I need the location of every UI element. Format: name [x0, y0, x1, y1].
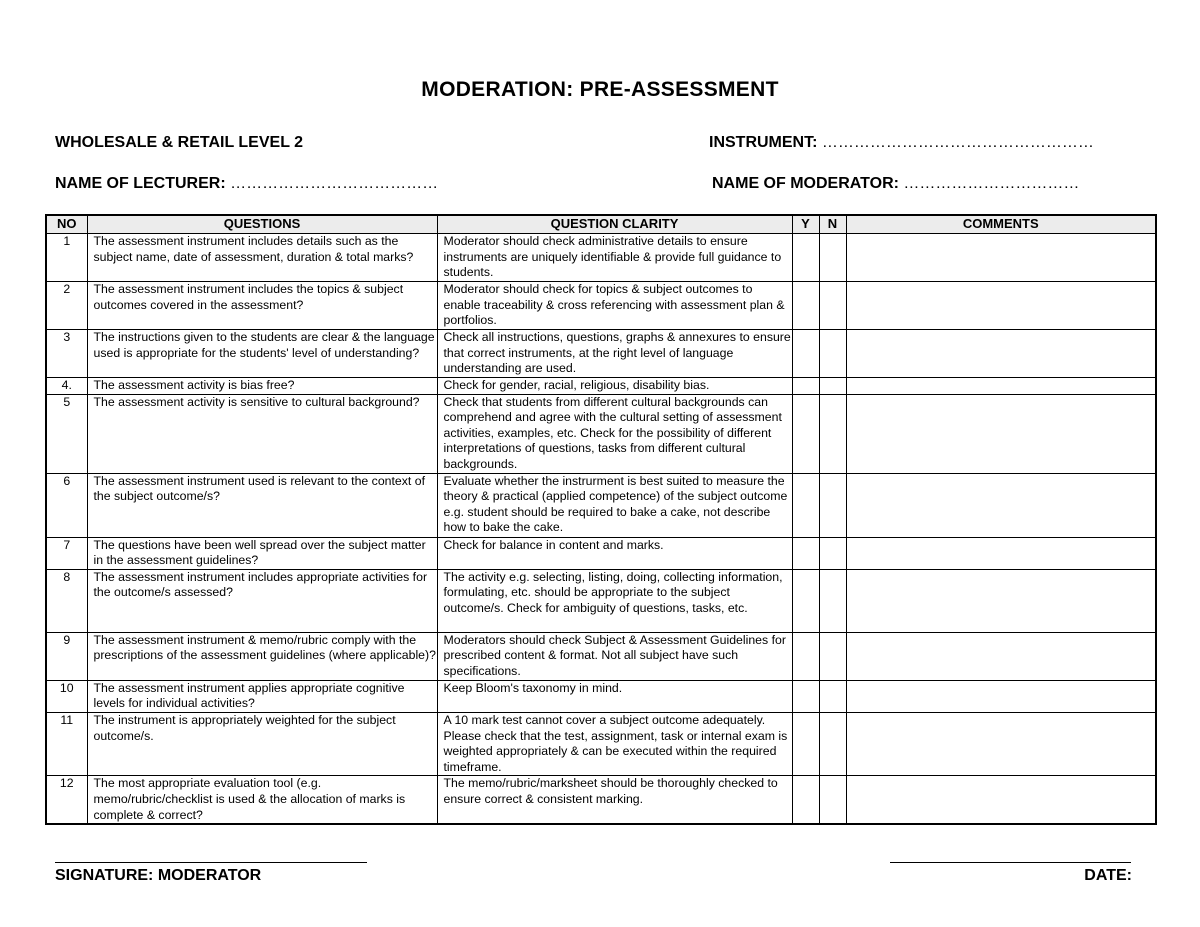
clarity-cell: The activity e.g. selecting, listing, doing, collecting information, formulating, etc. should be appropriate to the subject outcome/s. Check for ambiguity of questions, tasks, etc. — [437, 569, 792, 632]
comments-cell[interactable] — [846, 632, 1156, 680]
clarity-cell: A 10 mark test cannot cover a subject outcome adequately. Please check that the test, assignment, task or internal exam is weighted appropriately & can be executed within the required timeframe. — [437, 712, 792, 775]
no-checkbox-cell[interactable] — [819, 776, 846, 824]
comments-cell[interactable] — [846, 569, 1156, 632]
no-checkbox-cell[interactable] — [819, 234, 846, 282]
col-header-question-clarity: QUESTION CLARITY — [437, 215, 792, 234]
yes-checkbox-cell[interactable] — [792, 394, 819, 473]
comments-cell[interactable] — [846, 234, 1156, 282]
table-header-row — [46, 215, 1156, 234]
comments-cell[interactable] — [846, 282, 1156, 330]
yes-checkbox-cell[interactable] — [792, 712, 819, 775]
question-cell: The assessment instrument includes the topics & subject outcomes covered in the assessment? — [87, 282, 437, 330]
clarity-cell: The memo/rubric/marksheet should be thoroughly checked to ensure correct & consistent marking. — [437, 776, 792, 824]
question-cell: The assessment activity is bias free? — [87, 378, 437, 395]
signature-line — [55, 862, 367, 863]
table-row — [46, 569, 1156, 632]
lecturer-blank: ………………………………… — [230, 175, 439, 192]
instrument-blank: …………………………………………… — [821, 134, 1094, 151]
lecturer-field — [55, 175, 438, 193]
clarity-cell: Moderator should check for topics & subject outcomes to enable traceability & cross referencing with assessment plan & portfolios. — [437, 282, 792, 330]
moderation-checklist-table — [45, 214, 1157, 825]
subject-label: WHOLESALE & RETAIL LEVEL 2 — [55, 134, 304, 151]
table-row — [46, 712, 1156, 775]
col-header-comments: COMMENTS — [846, 215, 1156, 234]
instrument-label: INSTRUMENT: — [709, 134, 818, 151]
question-cell: The most appropriate evaluation tool (e.g. memo/rubric/checklist is used & the allocation of marks is complete & correct? — [87, 776, 437, 824]
yes-checkbox-cell[interactable] — [792, 473, 819, 537]
yes-checkbox-cell[interactable] — [792, 569, 819, 632]
yes-checkbox-cell[interactable] — [792, 282, 819, 330]
table-row — [46, 282, 1156, 330]
question-cell: The assessment instrument & memo/rubric comply with the prescriptions of the assessment guidelines (where applicable)? — [87, 632, 437, 680]
clarity-cell: Check all instructions, questions, graphs & annexures to ensure that correct instruments, at the right level of language understanding are used. — [437, 330, 792, 378]
comments-cell[interactable] — [846, 712, 1156, 775]
no-checkbox-cell[interactable] — [819, 712, 846, 775]
question-cell: The instrument is appropriately weighted for the subject outcome/s. — [87, 712, 437, 775]
lecturer-label: NAME OF LECTURER: — [55, 175, 226, 192]
no-checkbox-cell[interactable] — [819, 680, 846, 712]
no-checkbox-cell[interactable] — [819, 632, 846, 680]
no-checkbox-cell[interactable] — [819, 537, 846, 569]
comments-cell[interactable] — [846, 680, 1156, 712]
col-header-questions: QUESTIONS — [87, 215, 437, 234]
row-number: 3 — [46, 330, 87, 378]
table-row — [46, 537, 1156, 569]
no-checkbox-cell[interactable] — [819, 378, 846, 395]
question-cell: The instructions given to the students are clear & the language used is appropriate for the students' level of understanding? — [87, 330, 437, 378]
comments-cell[interactable] — [846, 473, 1156, 537]
table-row — [46, 330, 1156, 378]
clarity-cell: Check that students from different cultural backgrounds can comprehend and agree with the cultural setting of assessment activities, examples, etc. Check for the possibility of different interpretations of questions, tasks from different cultural backgrounds. — [437, 394, 792, 473]
row-number: 10 — [46, 680, 87, 712]
row-number: 1 — [46, 234, 87, 282]
row-number: 7 — [46, 537, 87, 569]
date-line — [890, 862, 1131, 863]
yes-checkbox-cell[interactable] — [792, 537, 819, 569]
clarity-cell: Check for gender, racial, religious, disability bias. — [437, 378, 792, 395]
question-cell: The assessment instrument used is relevant to the context of the subject outcome/s? — [87, 473, 437, 537]
table-row — [46, 632, 1156, 680]
yes-checkbox-cell[interactable] — [792, 680, 819, 712]
row-number: 2 — [46, 282, 87, 330]
row-number: 11 — [46, 712, 87, 775]
no-checkbox-cell[interactable] — [819, 394, 846, 473]
row-number: 5 — [46, 394, 87, 473]
no-checkbox-cell[interactable] — [819, 282, 846, 330]
yes-checkbox-cell[interactable] — [792, 330, 819, 378]
comments-cell[interactable] — [846, 537, 1156, 569]
no-checkbox-cell[interactable] — [819, 473, 846, 537]
table-row — [46, 234, 1156, 282]
row-number: 12 — [46, 776, 87, 824]
table-row — [46, 378, 1156, 395]
yes-checkbox-cell[interactable] — [792, 234, 819, 282]
yes-checkbox-cell[interactable] — [792, 378, 819, 395]
question-cell: The assessment instrument applies appropriate cognitive levels for individual activities? — [87, 680, 437, 712]
moderator-field — [712, 175, 1079, 193]
date-label: DATE: — [1084, 867, 1132, 884]
page-title: MODERATION: PRE-ASSESSMENT — [421, 78, 779, 101]
col-header-yes: Y — [792, 215, 819, 234]
row-number: 6 — [46, 473, 87, 537]
question-cell: The assessment instrument includes details such as the subject name, date of assessment, duration & total marks? — [87, 234, 437, 282]
yes-checkbox-cell[interactable] — [792, 776, 819, 824]
comments-cell[interactable] — [846, 776, 1156, 824]
comments-cell[interactable] — [846, 378, 1156, 395]
no-checkbox-cell[interactable] — [819, 330, 846, 378]
question-cell: The assessment instrument includes appropriate activities for the outcome/s assessed? — [87, 569, 437, 632]
moderator-label: NAME OF MODERATOR: — [712, 175, 899, 192]
question-cell: The questions have been well spread over the subject matter in the assessment guidelines? — [87, 537, 437, 569]
table-row — [46, 473, 1156, 537]
clarity-cell: Moderator should check administrative details to ensure instruments are uniquely identifiable & provide full guidance to students. — [437, 234, 792, 282]
table-row — [46, 680, 1156, 712]
no-checkbox-cell[interactable] — [819, 569, 846, 632]
instrument-field — [709, 134, 1094, 152]
clarity-cell: Check for balance in content and marks. — [437, 537, 792, 569]
col-header-no: NO — [46, 215, 87, 234]
clarity-cell: Keep Bloom's taxonomy in mind. — [437, 680, 792, 712]
clarity-cell: Evaluate whether the instrurment is best suited to measure the theory & practical (applied competence) of the subject outcome e.g. student should be required to bake a cake, not describe how to bake the cake. — [437, 473, 792, 537]
row-number: 8 — [46, 569, 87, 632]
comments-cell[interactable] — [846, 394, 1156, 473]
clarity-cell: Moderators should check Subject & Assessment Guidelines for prescribed content & format. Not all subject have such specifications. — [437, 632, 792, 680]
col-header-no-answer: N — [819, 215, 846, 234]
question-cell: The assessment activity is sensitive to cultural background? — [87, 394, 437, 473]
signature-label: SIGNATURE: MODERATOR — [55, 867, 262, 884]
row-number: 9 — [46, 632, 87, 680]
yes-checkbox-cell[interactable] — [792, 632, 819, 680]
row-number: 4. — [46, 378, 87, 395]
table-row — [46, 776, 1156, 824]
comments-cell[interactable] — [846, 330, 1156, 378]
table-row — [46, 394, 1156, 473]
moderator-blank: …………………………… — [903, 175, 1080, 192]
